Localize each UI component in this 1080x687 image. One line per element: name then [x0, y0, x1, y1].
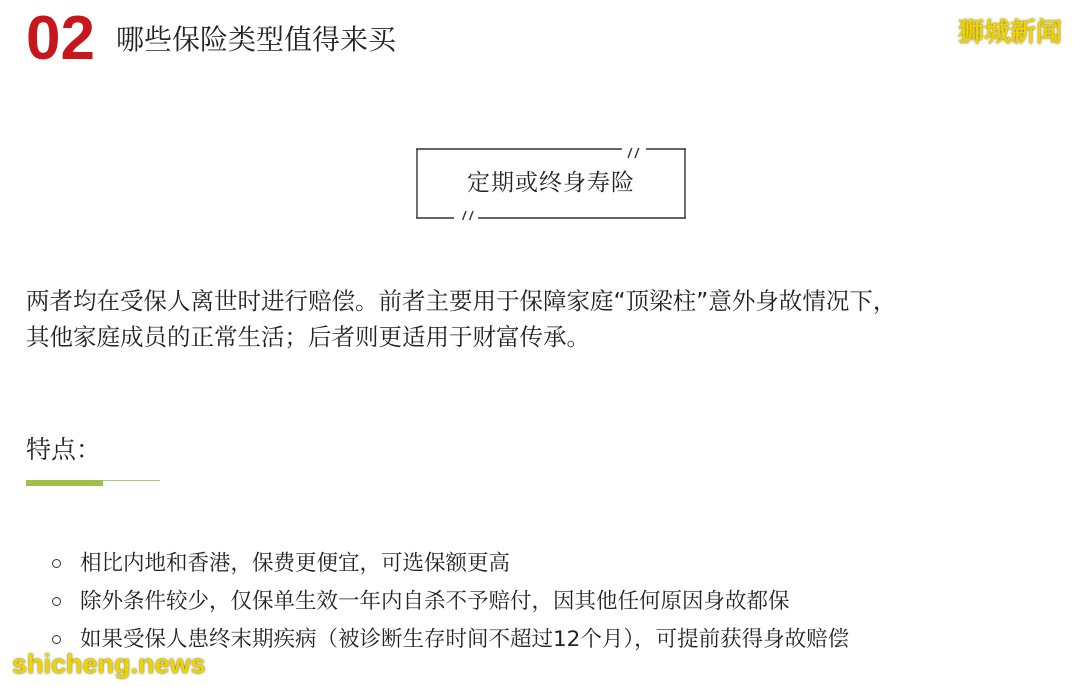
paragraph-line: 两者均在受保人离世时进行赔偿。前者主要用于保障家庭“顶梁柱”意外身故情况下， — [26, 287, 897, 315]
bullet-circle-icon — [52, 597, 61, 606]
heading-title: 定期或终身寿险 — [467, 170, 635, 196]
list-item — [50, 546, 849, 584]
paragraph-line: 其他家庭成员的正常生活；后者则更适用于财富传承。 — [26, 323, 590, 351]
bullet-circle-icon — [52, 559, 61, 568]
list-item — [50, 584, 849, 622]
list-item-text: 相比内地和香港，保费更便宜，可选保额更高 — [80, 551, 511, 576]
features-underline-accent — [26, 480, 103, 486]
bullet-circle-icon — [52, 635, 61, 644]
heading-box — [416, 148, 686, 218]
section-title: 哪些保险类型值得来买 — [116, 23, 397, 56]
section-number: 02 — [26, 4, 95, 73]
intro-paragraph — [26, 283, 1066, 355]
features-list — [50, 546, 849, 660]
watermark-logo-top: 狮城新闻 — [958, 18, 1063, 48]
list-item-text: 如果受保人患终末期疾病（被诊断生存时间不超过12个月），可提前获得身故赔偿 — [80, 627, 850, 652]
features-label: 特点： — [26, 435, 102, 464]
watermark-logo-bottom: shicheng.news — [12, 649, 206, 679]
list-item-text: 除外条件较少，仅保单生效一年内自杀不予赔付，因其他任何原因身故都保 — [80, 589, 790, 614]
